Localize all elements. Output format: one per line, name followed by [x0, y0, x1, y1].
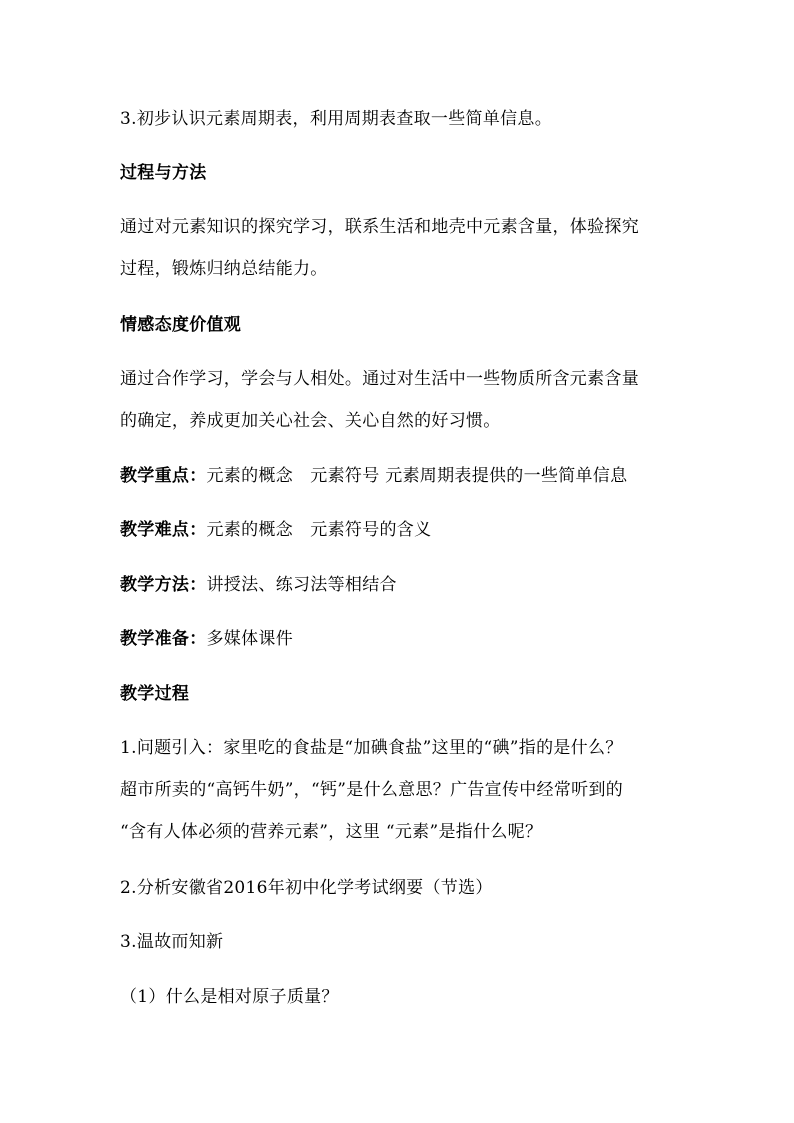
teaching-methods	[120, 574, 397, 596]
review-item: 3.温故而知新	[120, 932, 224, 952]
question-intro-line-2: 超市所卖的“高钙牛奶”，“钙”是什么意思？广告宣传中经常听到的	[120, 780, 624, 800]
heading-emotion-values: 情感态度价值观	[120, 315, 242, 335]
review-subitem-1: （1）什么是相对原子质量？	[120, 987, 339, 1007]
teaching-difficulty-value: 元素的概念 元素符号的含义	[206, 520, 432, 540]
teaching-key-points	[120, 465, 627, 487]
objective-3: 3.初步认识元素周期表，利用周期表查取一些简单信息。	[120, 109, 553, 129]
teaching-prep-value: 多媒体课件	[206, 629, 293, 649]
teaching-key-label: 教学重点：	[120, 466, 207, 486]
heading-teaching-process: 教学过程	[120, 684, 190, 704]
emotion-paragraph-line-1: 通过合作学习，学会与人相处。通过对生活中一些物质所含元素含量	[120, 369, 639, 389]
process-paragraph-line-1: 通过对元素知识的探究学习，联系生活和地壳中元素含量，体验探究	[120, 217, 639, 237]
teaching-difficulties	[120, 519, 431, 541]
process-paragraph-line-2: 过程，锻炼归纳总结能力。	[120, 259, 328, 279]
teaching-difficulty-label: 教学难点：	[120, 520, 207, 540]
teaching-method-label: 教学方法：	[120, 575, 207, 595]
teaching-preparation	[120, 628, 293, 650]
teaching-key-value: 元素的概念 元素符号 元素周期表提供的一些简单信息	[206, 466, 628, 486]
teaching-prep-label: 教学准备：	[120, 629, 207, 649]
emotion-paragraph-line-2: 的确定，养成更加关心社会、关心自然的好习惯。	[120, 411, 501, 431]
teaching-method-value: 讲授法、练习法等相结合	[206, 575, 397, 595]
question-intro-line-3: “含有人体必须的营养元素”，这里 “元素”是指什么呢？	[120, 822, 543, 842]
analysis-item: 2.分析安徽省2016年初中化学考试纲要（节选）	[120, 878, 493, 898]
heading-process-method: 过程与方法	[120, 163, 207, 183]
question-intro-line-1: 1.问题引入：家里吃的食盐是“加碘食盐”这里的“碘”指的是什么？	[120, 738, 623, 758]
